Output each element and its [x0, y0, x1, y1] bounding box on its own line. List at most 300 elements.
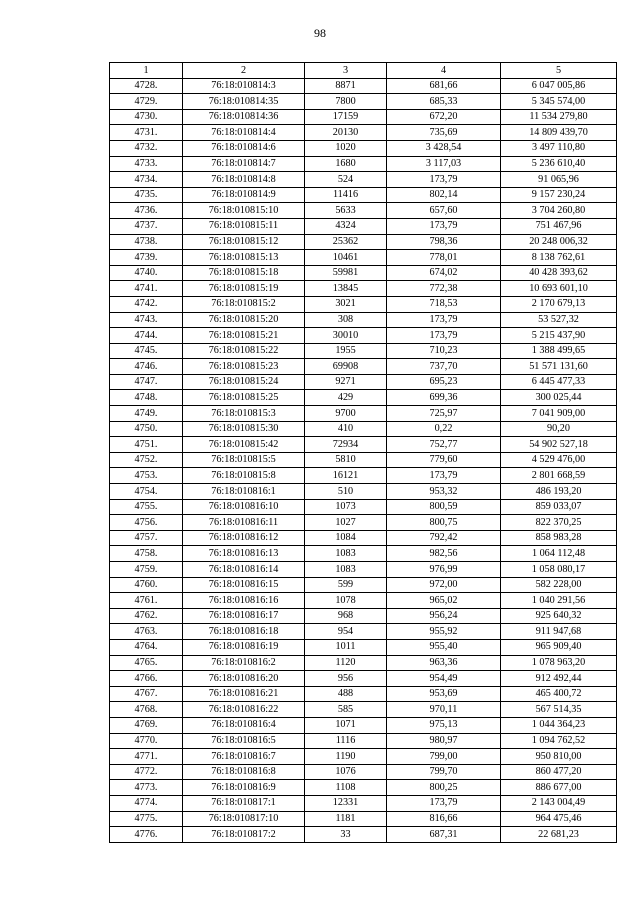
row-number-cell: 4766. [110, 671, 183, 687]
table-row [110, 749, 617, 765]
specific-value-cell: 955,40 [387, 639, 501, 655]
specific-value-cell: 681,66 [387, 78, 501, 94]
cadastral-number-cell: 76:18:010816:21 [183, 686, 305, 702]
row-number-cell: 4748. [110, 390, 183, 406]
cadastral-number-cell: 76:18:010814:6 [183, 140, 305, 156]
cadastral-number-cell: 76:18:010815:19 [183, 281, 305, 297]
specific-value-cell: 965,02 [387, 593, 501, 609]
area-cell: 410 [305, 421, 387, 437]
cadastral-value-cell: 964 475,46 [501, 811, 617, 827]
table-row [110, 125, 617, 141]
area-cell: 5810 [305, 452, 387, 468]
cadastral-value-cell: 5 236 610,40 [501, 156, 617, 172]
row-number-cell: 4749. [110, 406, 183, 422]
table-row [110, 234, 617, 250]
cadastral-value-cell: 3 704 260,80 [501, 203, 617, 219]
table-row [110, 702, 617, 718]
cadastral-value-cell: 1 058 080,17 [501, 562, 617, 578]
column-header-1: 1 [110, 63, 183, 79]
row-number-cell: 4747. [110, 374, 183, 390]
specific-value-cell: 710,23 [387, 343, 501, 359]
table-row [110, 359, 617, 375]
table-row [110, 764, 617, 780]
specific-value-cell: 953,69 [387, 686, 501, 702]
specific-value-cell: 975,13 [387, 717, 501, 733]
area-cell: 12331 [305, 795, 387, 811]
table-row [110, 780, 617, 796]
row-number-cell: 4752. [110, 452, 183, 468]
cadastral-value-cell: 751 467,96 [501, 218, 617, 234]
area-cell: 59981 [305, 265, 387, 281]
specific-value-cell: 685,33 [387, 94, 501, 110]
table-row [110, 827, 617, 843]
cadastral-value-cell: 912 492,44 [501, 671, 617, 687]
cadastral-value-cell: 582 228,00 [501, 577, 617, 593]
area-cell: 585 [305, 702, 387, 718]
cadastral-number-cell: 76:18:010816:4 [183, 717, 305, 733]
cadastral-value-cell: 858 983,28 [501, 530, 617, 546]
cadastral-value-cell: 1 094 762,52 [501, 733, 617, 749]
cadastral-number-cell: 76:18:010815:13 [183, 250, 305, 266]
row-number-cell: 4763. [110, 624, 183, 640]
cadastral-number-cell: 76:18:010816:7 [183, 749, 305, 765]
table-row [110, 218, 617, 234]
specific-value-cell: 953,32 [387, 484, 501, 500]
table-row [110, 172, 617, 188]
cadastral-number-cell: 76:18:010816:2 [183, 655, 305, 671]
cadastral-number-cell: 76:18:010815:12 [183, 234, 305, 250]
area-cell: 7800 [305, 94, 387, 110]
specific-value-cell: 956,24 [387, 608, 501, 624]
specific-value-cell: 173,79 [387, 795, 501, 811]
specific-value-cell: 954,49 [387, 671, 501, 687]
row-number-cell: 4735. [110, 187, 183, 203]
cadastral-value-cell: 465 400,72 [501, 686, 617, 702]
table-row [110, 203, 617, 219]
specific-value-cell: 800,59 [387, 499, 501, 515]
area-cell: 1078 [305, 593, 387, 609]
table-row [110, 390, 617, 406]
row-number-cell: 4773. [110, 780, 183, 796]
specific-value-cell: 173,79 [387, 172, 501, 188]
area-cell: 13845 [305, 281, 387, 297]
table-row [110, 593, 617, 609]
cadastral-number-cell: 76:18:010815:18 [183, 265, 305, 281]
cadastral-number-cell: 76:18:010816:1 [183, 484, 305, 500]
specific-value-cell: 778,01 [387, 250, 501, 266]
cadastral-value-cell: 51 571 131,60 [501, 359, 617, 375]
cadastral-number-cell: 76:18:010816:10 [183, 499, 305, 515]
row-number-cell: 4745. [110, 343, 183, 359]
cadastral-number-cell: 76:18:010814:7 [183, 156, 305, 172]
row-number-cell: 4769. [110, 717, 183, 733]
column-header-5: 5 [501, 63, 617, 79]
table-row [110, 421, 617, 437]
table-row [110, 250, 617, 266]
area-cell: 1680 [305, 156, 387, 172]
row-number-cell: 4746. [110, 359, 183, 375]
table-row [110, 639, 617, 655]
cadastral-value-cell: 300 025,44 [501, 390, 617, 406]
row-number-cell: 4758. [110, 546, 183, 562]
row-number-cell: 4775. [110, 811, 183, 827]
cadastral-number-cell: 76:18:010816:8 [183, 764, 305, 780]
cadastral-number-cell: 76:18:010815:24 [183, 374, 305, 390]
cadastral-number-cell: 76:18:010814:9 [183, 187, 305, 203]
row-number-cell: 4731. [110, 125, 183, 141]
table-row [110, 733, 617, 749]
table-body [110, 78, 617, 842]
specific-value-cell: 800,75 [387, 515, 501, 531]
row-number-cell: 4732. [110, 140, 183, 156]
cadastral-value-cell: 1 078 963,20 [501, 655, 617, 671]
table-row [110, 499, 617, 515]
cadastral-value-cell: 822 370,25 [501, 515, 617, 531]
area-cell: 25362 [305, 234, 387, 250]
row-number-cell: 4734. [110, 172, 183, 188]
cadastral-number-cell: 76:18:010815:20 [183, 312, 305, 328]
row-number-cell: 4744. [110, 328, 183, 344]
table-row [110, 577, 617, 593]
area-cell: 69908 [305, 359, 387, 375]
row-number-cell: 4759. [110, 562, 183, 578]
cadastral-value-cell: 5 345 574,00 [501, 94, 617, 110]
row-number-cell: 4736. [110, 203, 183, 219]
area-cell: 1083 [305, 562, 387, 578]
cadastral-number-cell: 76:18:010815:30 [183, 421, 305, 437]
row-number-cell: 4743. [110, 312, 183, 328]
area-cell: 16121 [305, 468, 387, 484]
area-cell: 9271 [305, 374, 387, 390]
cadastral-number-cell: 76:18:010815:22 [183, 343, 305, 359]
specific-value-cell: 737,70 [387, 359, 501, 375]
column-header-4: 4 [387, 63, 501, 79]
row-number-cell: 4753. [110, 468, 183, 484]
area-cell: 8871 [305, 78, 387, 94]
specific-value-cell: 972,00 [387, 577, 501, 593]
row-number-cell: 4755. [110, 499, 183, 515]
cadastral-number-cell: 76:18:010816:11 [183, 515, 305, 531]
area-cell: 17159 [305, 109, 387, 125]
area-cell: 11416 [305, 187, 387, 203]
specific-value-cell: 970,11 [387, 702, 501, 718]
area-cell: 1073 [305, 499, 387, 515]
cadastral-value-cell: 486 193,20 [501, 484, 617, 500]
row-number-cell: 4768. [110, 702, 183, 718]
table-row [110, 156, 617, 172]
area-cell: 510 [305, 484, 387, 500]
cadastral-value-cell: 22 681,23 [501, 827, 617, 843]
specific-value-cell: 800,25 [387, 780, 501, 796]
table-row [110, 717, 617, 733]
table-row [110, 655, 617, 671]
cadastral-value-cell: 860 477,20 [501, 764, 617, 780]
table-row [110, 187, 617, 203]
row-number-cell: 4754. [110, 484, 183, 500]
table-row [110, 328, 617, 344]
cadastral-value-cell: 8 138 762,61 [501, 250, 617, 266]
row-number-cell: 4742. [110, 296, 183, 312]
row-number-cell: 4740. [110, 265, 183, 281]
row-number-cell: 4776. [110, 827, 183, 843]
row-number-cell: 4738. [110, 234, 183, 250]
area-cell: 72934 [305, 437, 387, 453]
cadastral-number-cell: 76:18:010816:16 [183, 593, 305, 609]
specific-value-cell: 718,53 [387, 296, 501, 312]
table-row [110, 78, 617, 94]
table-row [110, 608, 617, 624]
area-cell: 10461 [305, 250, 387, 266]
row-number-cell: 4741. [110, 281, 183, 297]
cadastral-value-cell: 859 033,07 [501, 499, 617, 515]
row-number-cell: 4772. [110, 764, 183, 780]
row-number-cell: 4756. [110, 515, 183, 531]
cadastral-number-cell: 76:18:010816:17 [183, 608, 305, 624]
cadastral-number-cell: 76:18:010815:25 [183, 390, 305, 406]
table-row [110, 671, 617, 687]
cadastral-value-cell: 6 047 005,86 [501, 78, 617, 94]
specific-value-cell: 752,77 [387, 437, 501, 453]
cadastral-value-cell: 53 527,32 [501, 312, 617, 328]
area-cell: 4324 [305, 218, 387, 234]
table-row [110, 281, 617, 297]
cadastral-value-cell: 14 809 439,70 [501, 125, 617, 141]
specific-value-cell: 976,99 [387, 562, 501, 578]
specific-value-cell: 798,36 [387, 234, 501, 250]
cadastral-value-cell: 1 388 499,65 [501, 343, 617, 359]
area-cell: 1084 [305, 530, 387, 546]
specific-value-cell: 816,66 [387, 811, 501, 827]
area-cell: 1108 [305, 780, 387, 796]
cadastral-value-cell: 1 040 291,56 [501, 593, 617, 609]
cadastral-value-cell: 91 065,96 [501, 172, 617, 188]
specific-value-cell: 772,38 [387, 281, 501, 297]
area-cell: 1955 [305, 343, 387, 359]
row-number-cell: 4761. [110, 593, 183, 609]
cadastral-number-cell: 76:18:010816:20 [183, 671, 305, 687]
cadastral-value-cell: 11 534 279,80 [501, 109, 617, 125]
specific-value-cell: 173,79 [387, 468, 501, 484]
cadastral-value-cell: 10 693 601,10 [501, 281, 617, 297]
row-number-cell: 4767. [110, 686, 183, 702]
area-cell: 524 [305, 172, 387, 188]
row-number-cell: 4730. [110, 109, 183, 125]
cadastral-number-cell: 76:18:010814:3 [183, 78, 305, 94]
area-cell: 1027 [305, 515, 387, 531]
table-row [110, 140, 617, 156]
table-row [110, 515, 617, 531]
specific-value-cell: 173,79 [387, 312, 501, 328]
specific-value-cell: 725,97 [387, 406, 501, 422]
row-number-cell: 4751. [110, 437, 183, 453]
row-number-cell: 4737. [110, 218, 183, 234]
cadastral-number-cell: 76:18:010816:15 [183, 577, 305, 593]
row-number-cell: 4762. [110, 608, 183, 624]
table-row [110, 343, 617, 359]
area-cell: 5633 [305, 203, 387, 219]
area-cell: 956 [305, 671, 387, 687]
table-row [110, 624, 617, 640]
page-number: 98 [314, 26, 326, 40]
table-row [110, 296, 617, 312]
area-cell: 1071 [305, 717, 387, 733]
area-cell: 30010 [305, 328, 387, 344]
cadastral-value-cell: 950 810,00 [501, 749, 617, 765]
cadastral-number-cell: 76:18:010815:5 [183, 452, 305, 468]
cadastral-value-table [109, 62, 617, 843]
cadastral-number-cell: 76:18:010817:1 [183, 795, 305, 811]
cadastral-number-cell: 76:18:010816:19 [183, 639, 305, 655]
area-cell: 308 [305, 312, 387, 328]
cadastral-value-cell: 7 041 909,00 [501, 406, 617, 422]
cadastral-number-cell: 76:18:010816:5 [183, 733, 305, 749]
table-row [110, 811, 617, 827]
table-row [110, 265, 617, 281]
cadastral-number-cell: 76:18:010815:3 [183, 406, 305, 422]
table-row [110, 312, 617, 328]
specific-value-cell: 173,79 [387, 328, 501, 344]
cadastral-number-cell: 76:18:010816:12 [183, 530, 305, 546]
specific-value-cell: 672,20 [387, 109, 501, 125]
area-cell: 20130 [305, 125, 387, 141]
cadastral-value-cell: 1 044 364,23 [501, 717, 617, 733]
cadastral-value-cell: 6 445 477,33 [501, 374, 617, 390]
cadastral-number-cell: 76:18:010816:13 [183, 546, 305, 562]
table-row [110, 406, 617, 422]
cadastral-value-cell: 5 215 437,90 [501, 328, 617, 344]
specific-value-cell: 799,70 [387, 764, 501, 780]
cadastral-number-cell: 76:18:010815:8 [183, 468, 305, 484]
table-header-row [110, 63, 617, 79]
row-number-cell: 4774. [110, 795, 183, 811]
row-number-cell: 4757. [110, 530, 183, 546]
cadastral-value-cell: 54 902 527,18 [501, 437, 617, 453]
cadastral-number-cell: 76:18:010815:11 [183, 218, 305, 234]
table-row [110, 686, 617, 702]
cadastral-number-cell: 76:18:010816:9 [183, 780, 305, 796]
area-cell: 3021 [305, 296, 387, 312]
area-cell: 1083 [305, 546, 387, 562]
row-number-cell: 4729. [110, 94, 183, 110]
cadastral-number-cell: 76:18:010817:2 [183, 827, 305, 843]
specific-value-cell: 799,00 [387, 749, 501, 765]
row-number-cell: 4770. [110, 733, 183, 749]
cadastral-number-cell: 76:18:010814:35 [183, 94, 305, 110]
table-row [110, 94, 617, 110]
specific-value-cell: 792,42 [387, 530, 501, 546]
table-row [110, 546, 617, 562]
area-cell: 1076 [305, 764, 387, 780]
cadastral-number-cell: 76:18:010817:10 [183, 811, 305, 827]
row-number-cell: 4733. [110, 156, 183, 172]
cadastral-value-cell: 90,20 [501, 421, 617, 437]
cadastral-value-cell: 40 428 393,62 [501, 265, 617, 281]
table-row [110, 562, 617, 578]
specific-value-cell: 687,31 [387, 827, 501, 843]
area-cell: 1011 [305, 639, 387, 655]
row-number-cell: 4739. [110, 250, 183, 266]
cadastral-number-cell: 76:18:010815:23 [183, 359, 305, 375]
specific-value-cell: 735,69 [387, 125, 501, 141]
area-cell: 1190 [305, 749, 387, 765]
cadastral-value-cell: 2 170 679,13 [501, 296, 617, 312]
row-number-cell: 4765. [110, 655, 183, 671]
table-row [110, 530, 617, 546]
specific-value-cell: 0,22 [387, 421, 501, 437]
cadastral-value-cell: 4 529 476,00 [501, 452, 617, 468]
row-number-cell: 4728. [110, 78, 183, 94]
specific-value-cell: 3 117,03 [387, 156, 501, 172]
specific-value-cell: 802,14 [387, 187, 501, 203]
cadastral-number-cell: 76:18:010814:4 [183, 125, 305, 141]
cadastral-value-cell: 886 677,00 [501, 780, 617, 796]
area-cell: 599 [305, 577, 387, 593]
area-cell: 1020 [305, 140, 387, 156]
specific-value-cell: 173,79 [387, 218, 501, 234]
cadastral-number-cell: 76:18:010814:36 [183, 109, 305, 125]
cadastral-number-cell: 76:18:010815:2 [183, 296, 305, 312]
area-cell: 488 [305, 686, 387, 702]
cadastral-number-cell: 76:18:010816:18 [183, 624, 305, 640]
table-row [110, 374, 617, 390]
table-row [110, 468, 617, 484]
cadastral-number-cell: 76:18:010815:42 [183, 437, 305, 453]
cadastral-value-cell: 965 909,40 [501, 639, 617, 655]
specific-value-cell: 955,92 [387, 624, 501, 640]
row-number-cell: 4764. [110, 639, 183, 655]
specific-value-cell: 657,60 [387, 203, 501, 219]
specific-value-cell: 980,97 [387, 733, 501, 749]
cadastral-number-cell: 76:18:010814:8 [183, 172, 305, 188]
cadastral-value-cell: 925 640,32 [501, 608, 617, 624]
area-cell: 1120 [305, 655, 387, 671]
table-row [110, 484, 617, 500]
table-row [110, 452, 617, 468]
area-cell: 968 [305, 608, 387, 624]
cadastral-number-cell: 76:18:010816:22 [183, 702, 305, 718]
column-header-3: 3 [305, 63, 387, 79]
specific-value-cell: 3 428,54 [387, 140, 501, 156]
cadastral-number-cell: 76:18:010815:10 [183, 203, 305, 219]
specific-value-cell: 699,36 [387, 390, 501, 406]
area-cell: 429 [305, 390, 387, 406]
cadastral-value-cell: 567 514,35 [501, 702, 617, 718]
area-cell: 1116 [305, 733, 387, 749]
row-number-cell: 4750. [110, 421, 183, 437]
specific-value-cell: 982,56 [387, 546, 501, 562]
table-row [110, 109, 617, 125]
area-cell: 9700 [305, 406, 387, 422]
cadastral-value-cell: 9 157 230,24 [501, 187, 617, 203]
cadastral-value-cell: 1 064 112,48 [501, 546, 617, 562]
cadastral-number-cell: 76:18:010816:14 [183, 562, 305, 578]
table-row [110, 795, 617, 811]
cadastral-value-cell: 2 801 668,59 [501, 468, 617, 484]
specific-value-cell: 963,36 [387, 655, 501, 671]
specific-value-cell: 674,02 [387, 265, 501, 281]
specific-value-cell: 779,60 [387, 452, 501, 468]
area-cell: 954 [305, 624, 387, 640]
row-number-cell: 4771. [110, 749, 183, 765]
cadastral-value-cell: 911 947,68 [501, 624, 617, 640]
column-header-2: 2 [183, 63, 305, 79]
row-number-cell: 4760. [110, 577, 183, 593]
area-cell: 1181 [305, 811, 387, 827]
cadastral-number-cell: 76:18:010815:21 [183, 328, 305, 344]
table-row [110, 437, 617, 453]
area-cell: 33 [305, 827, 387, 843]
cadastral-value-cell: 3 497 110,80 [501, 140, 617, 156]
